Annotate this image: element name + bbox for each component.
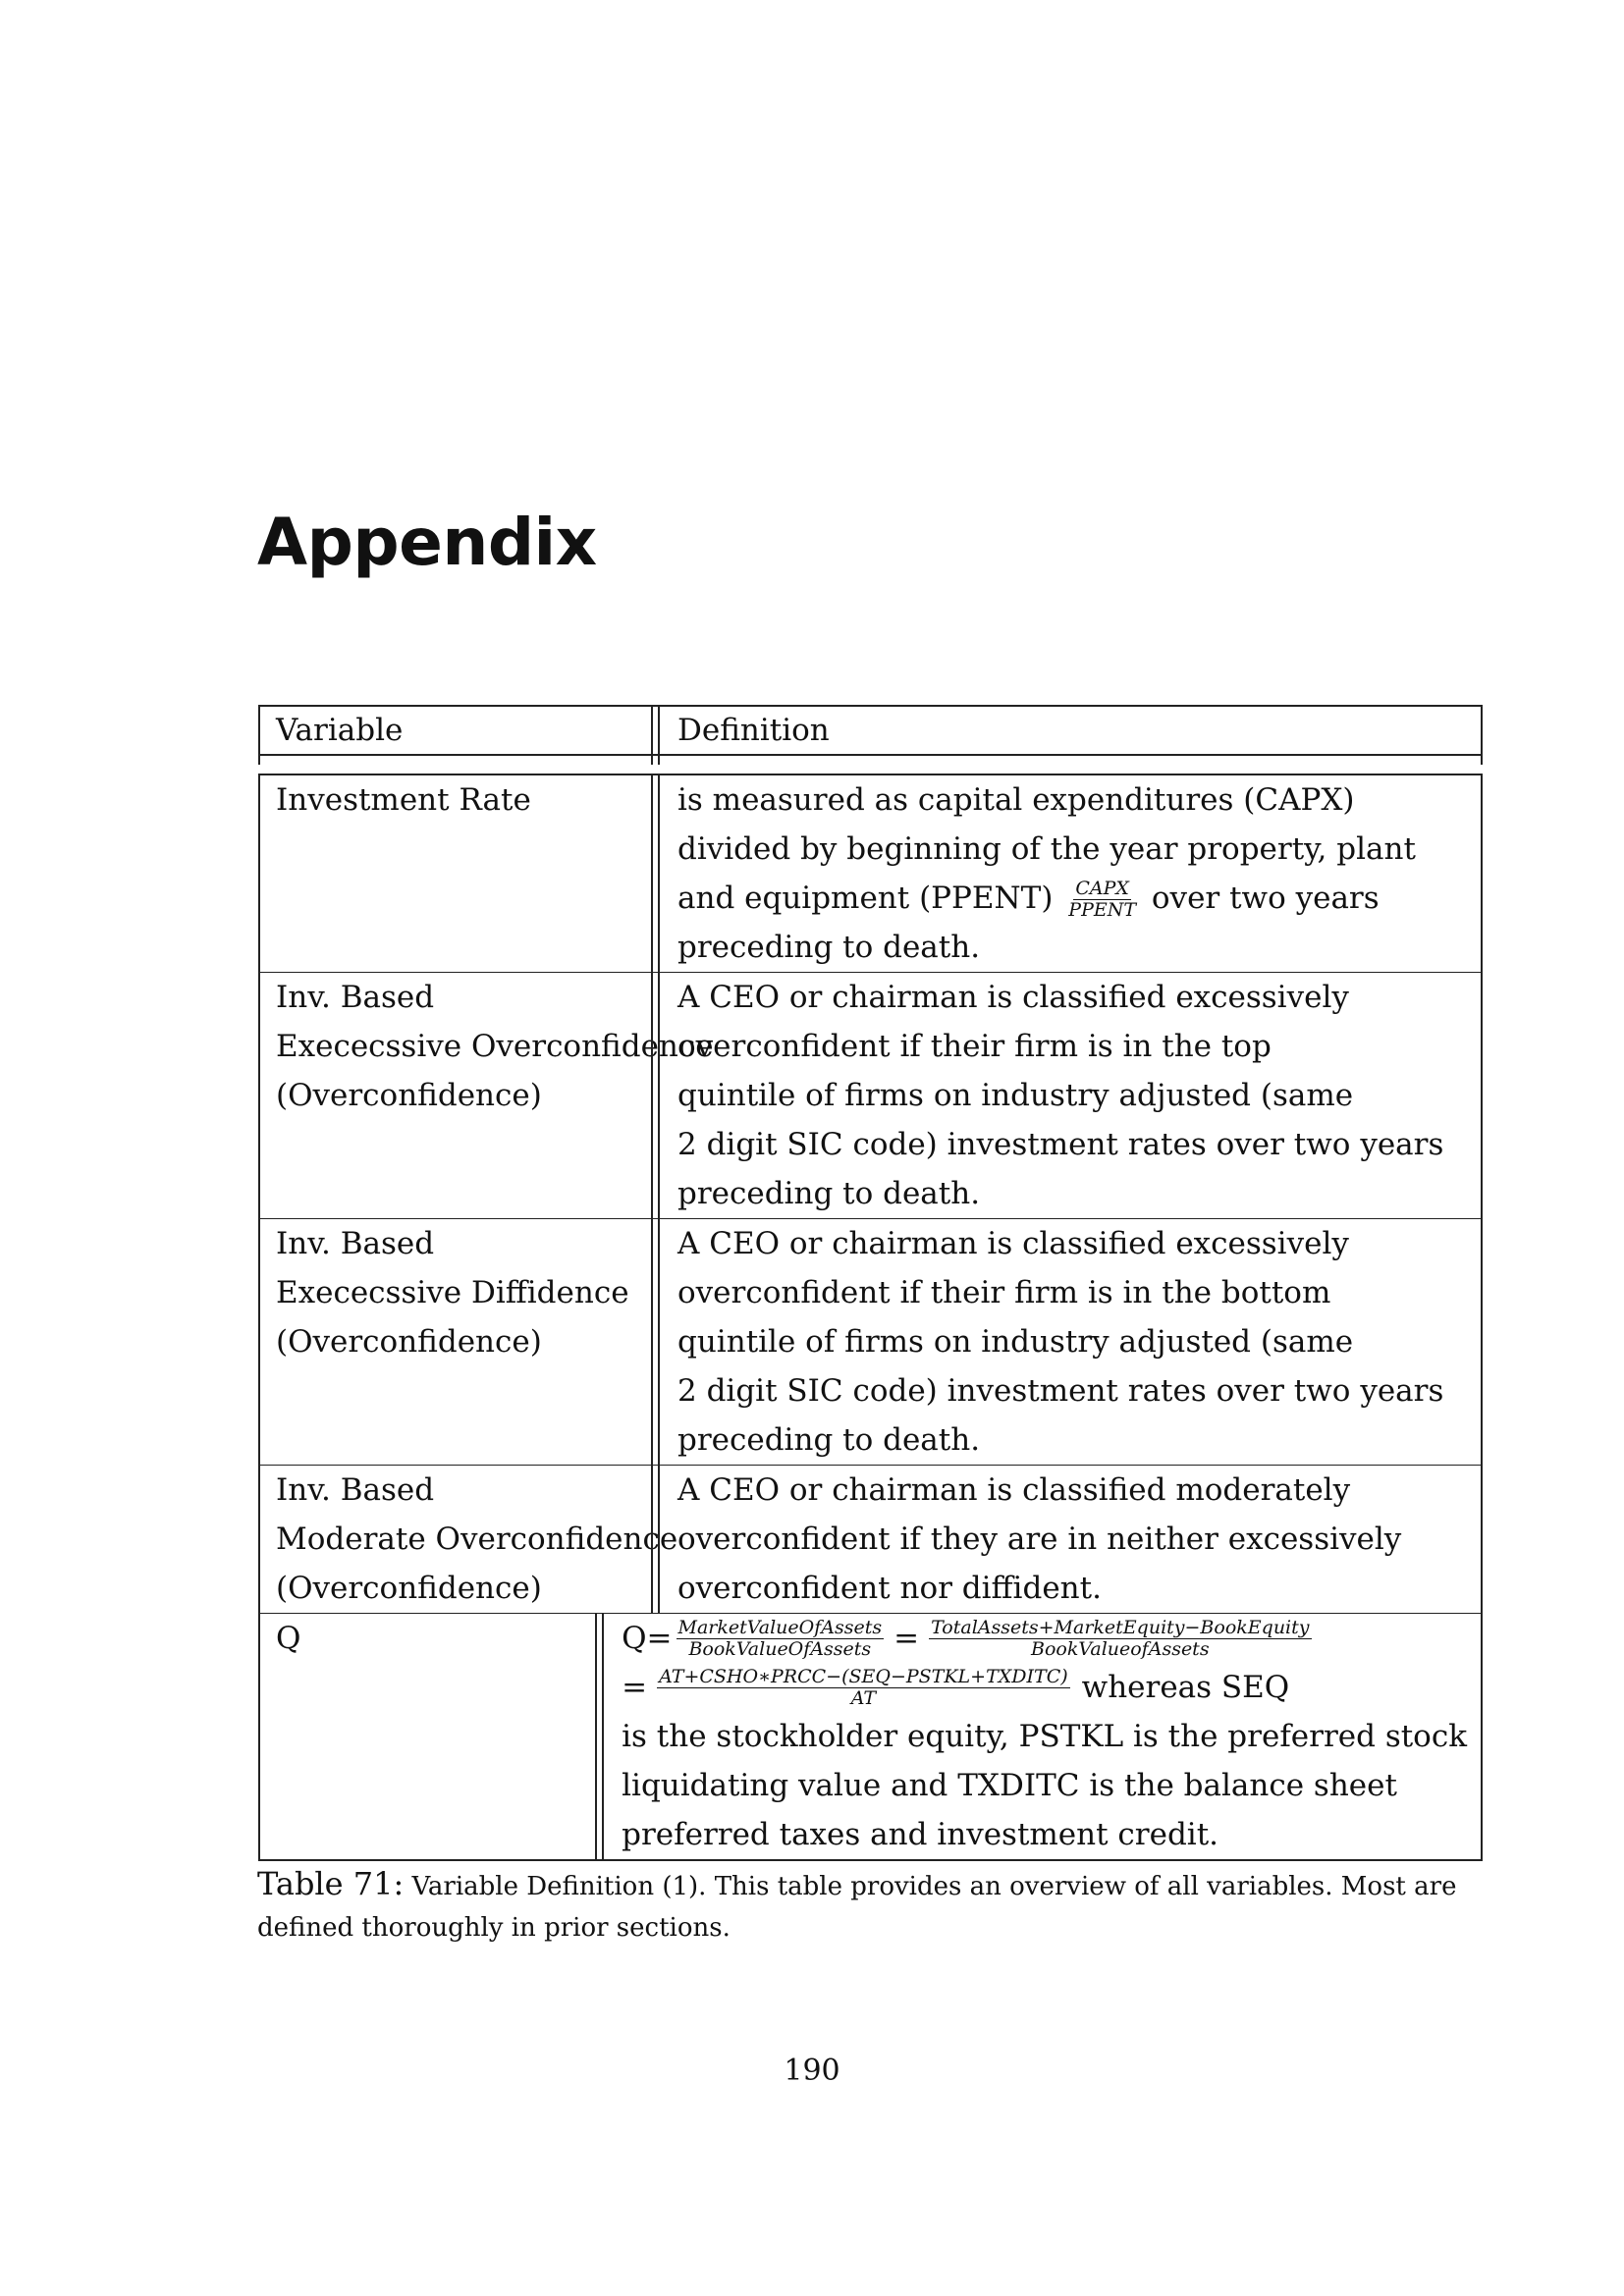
- table-row-q: [258, 1613, 1483, 1861]
- variable-cell: Inv. Based Moderate Overconfidence (Overconfidence): [260, 1466, 660, 1613]
- market-value-fraction: $\frac{\text{MarketValueOfAssets}}{\text{BookValueOfAssets}}$: [677, 1616, 883, 1660]
- definition-cell: A CEO or chairman is classified moderately overconfident if they are in neither excessively overconfident nor diffident.: [677, 1472, 1402, 1606]
- variable-cell: Inv. Based Exececssive Diffidence (Overconfidence): [260, 1219, 660, 1465]
- variable-cell: Inv. Based Exececssive Overconfidence (Overconfidence): [260, 973, 660, 1218]
- table-row-investment-rate: [258, 774, 1483, 972]
- header-gap: [258, 756, 1483, 765]
- table-caption: [257, 1863, 1485, 1949]
- variable-cell: Q: [260, 1614, 604, 1859]
- page-title: Appendix: [257, 505, 597, 580]
- table-row-excessive-diffidence: [258, 1218, 1483, 1465]
- table-header-row: [258, 705, 1483, 756]
- capx-formula-line: and equipment (PPENT) $\frac{\text{CAPX}}{\text{PPENT}}$ over two years: [677, 878, 1380, 921]
- header-definition: Definition: [677, 713, 830, 748]
- header-variable: Variable: [260, 707, 660, 754]
- definition-cell: Q= $\frac{\text{MarketValueOfAssets}}{\text{BookValueOfAssets}}$ = $\frac{\text{TotalAssets+MarketEquity−BookEquity}}{\text{BookValueofAssets}}$ = $\frac{\text{AT+CSHO∗PRCC−(SEQ−PSTKL+TXDITC)}}{AT}$ whereas SEQ is the stockholder equity, PSTKL is the preferred stock liquidating value and TXDITC is the balance sheet preferred taxes and investment credit.: [604, 1614, 1481, 1859]
- caption-text: Variable Definition (1). This table provides an overview of all variables. Most are defined thoroughly in prior sections.: [257, 1872, 1457, 1943]
- caption-label: Table 71:: [257, 1865, 405, 1902]
- table-row-excessive-overconfidence: [258, 972, 1483, 1218]
- q-formula-line-1: Q= $\frac{\text{MarketValueOfAssets}}{\text{BookValueOfAssets}}$ = $\frac{\text{TotalAssets+MarketEquity−BookEquity}}{\text{BookValueofAssets}}$: [622, 1616, 1310, 1660]
- definition-cell: A CEO or chairman is classified excessively overconfident if their firm is in the bottom quintile of firms on industry adjusted (same 2 digit SIC code) investment rates over two years preceding to death.: [677, 1226, 1444, 1458]
- variable-definition-table: [258, 705, 1483, 1861]
- variable-cell: Investment Rate: [260, 775, 660, 972]
- compustat-fraction: $\frac{\text{AT+CSHO∗PRCC−(SEQ−PSTKL+TXDITC)}}{AT}$: [659, 1665, 1068, 1709]
- definition-cell: is measured as capital expenditures (CAPX) divided by beginning of the year property, plant and equipment (PPENT) $\frac{\text{CAPX}}{\text{PPENT}}$ over two years preceding to death.: [660, 775, 1481, 972]
- definition-cell: A CEO or chairman is classified excessively overconfident if their firm is in the top quintile of firms on industry adjusted (same 2 digit SIC code) investment rates over two years preceding to death.: [677, 980, 1444, 1211]
- capx-ppent-fraction: $\frac{\text{CAPX}}{\text{PPENT}}$: [1068, 878, 1137, 921]
- table-row-moderate-overconfidence: [258, 1465, 1483, 1613]
- total-assets-fraction: $\frac{\text{TotalAssets+MarketEquity−BookEquity}}{\text{BookValueofAssets}}$: [931, 1616, 1310, 1660]
- page-number: 190: [784, 2054, 840, 2088]
- q-formula-line-2: = $\frac{\text{AT+CSHO∗PRCC−(SEQ−PSTKL+TXDITC)}}{AT}$ whereas SEQ: [622, 1665, 1290, 1709]
